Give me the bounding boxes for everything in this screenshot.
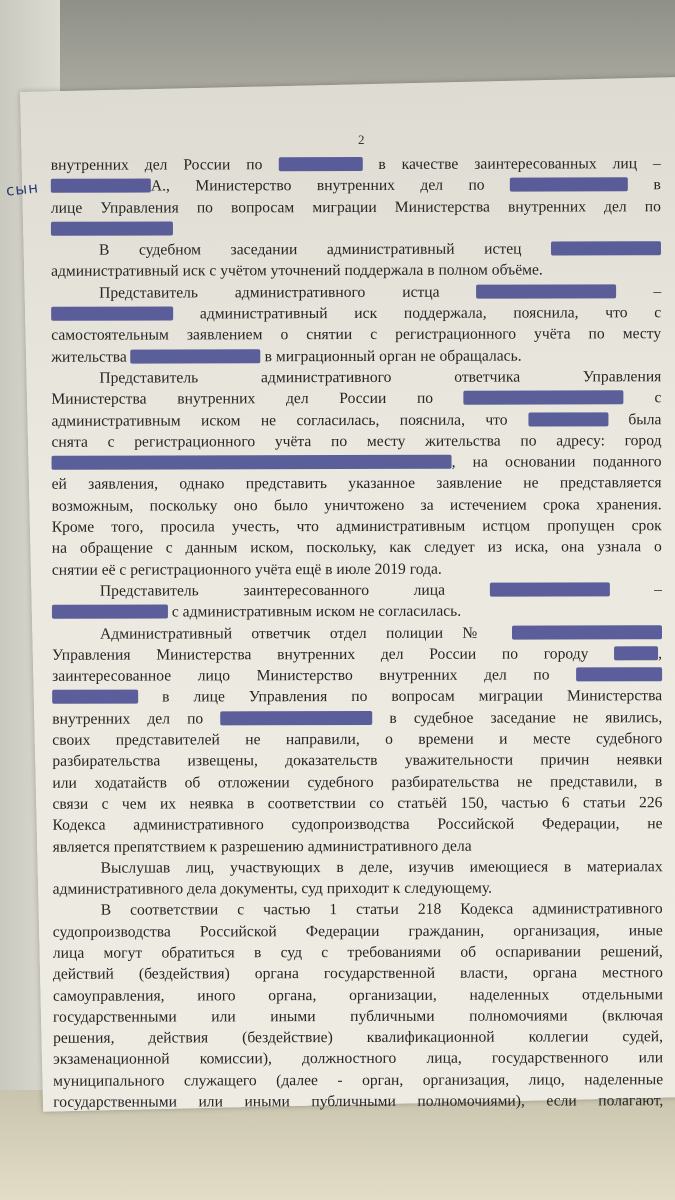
line-text: , на основании поданного <box>451 453 662 471</box>
redaction-mark <box>51 307 173 321</box>
text-line <box>53 899 663 922</box>
redaction-mark <box>52 605 168 619</box>
text-line <box>53 941 663 964</box>
line-text: связи с чем их неявка в соответствии со статьёй 150, частью 6 статьи 226 <box>52 794 663 813</box>
line-text: снята с регистрационного учёта по месту жительства по адресу: город <box>51 432 662 451</box>
text-line <box>53 1090 663 1113</box>
text-line <box>52 664 662 687</box>
line-text: – <box>616 282 662 301</box>
text-line <box>51 430 661 453</box>
redaction-mark <box>51 221 173 235</box>
text-line <box>52 473 662 496</box>
text-line <box>51 324 661 347</box>
text-line <box>52 813 662 836</box>
text-line <box>52 771 662 794</box>
text-line <box>51 196 661 219</box>
document-text <box>51 153 664 1113</box>
line-text: административный иск с учётом уточнений поддержала в полном объёме. <box>51 261 543 281</box>
text-line <box>53 877 663 900</box>
text-line <box>52 537 662 560</box>
redaction-mark <box>51 179 151 193</box>
redaction-mark <box>551 241 661 255</box>
text-line <box>51 409 661 432</box>
text-line <box>51 302 661 325</box>
line-text: снятии её с регистрационного учёта ещё в июле 2019 года. <box>51 560 442 579</box>
redaction-mark <box>52 690 138 704</box>
redaction-mark <box>528 412 608 426</box>
line-text: административного дела документы, суд приходит к следующему. <box>52 879 493 898</box>
text-line <box>52 515 662 538</box>
redaction-mark <box>220 711 372 725</box>
text-line <box>52 494 662 517</box>
line-text: с <box>623 389 662 407</box>
line-text: Управления Министерства внутренних дел России по городу <box>52 645 615 664</box>
text-line <box>52 579 662 602</box>
text-line <box>52 686 662 709</box>
redaction-mark <box>510 178 628 192</box>
line-text: разбирательства извещены, доказательств уважительности причин неявки <box>52 751 663 771</box>
text-line <box>51 366 661 389</box>
line-text: лица могут обратиться в суд с требованиями об оспаривании решений, <box>52 943 663 962</box>
line-text: Административный ответчик отдел полиции № <box>99 624 513 643</box>
line-text: в судебное заседание не явились, <box>372 708 663 727</box>
text-line <box>53 856 663 879</box>
line-text: в качестве заинтересованных лиц – <box>362 155 661 173</box>
text-line <box>53 1026 663 1049</box>
line-text: административный иск поддержала, пояснила, что с <box>173 304 662 323</box>
text-line <box>51 345 661 368</box>
redaction-mark <box>464 391 624 405</box>
text-line <box>52 728 662 751</box>
line-text: В судебном заседании административный истец <box>98 240 552 259</box>
line-text: муниципального служащего (далее - орган, организация, лицо, наделенные <box>53 1070 664 1090</box>
handwritten-margin-note: сын <box>5 178 40 200</box>
line-text: Представитель административного истца <box>99 283 477 302</box>
text-line <box>51 387 661 410</box>
text-line <box>51 217 661 240</box>
line-text: жительства <box>51 348 131 366</box>
text-line <box>51 153 661 176</box>
line-text: самоуправления, иного органа, организации, наделенных отдельными <box>52 985 663 1005</box>
text-line <box>51 281 661 304</box>
text-line <box>53 835 663 858</box>
text-line <box>52 750 662 773</box>
text-line <box>52 792 662 815</box>
line-text: ей заявления, однако представить указанное заявление не представляется <box>51 474 662 494</box>
redaction-mark <box>476 284 616 298</box>
page-number: 2 <box>358 132 365 147</box>
line-text: Министерства внутренних дел России по <box>51 389 464 409</box>
text-line <box>53 1005 663 1028</box>
redaction-mark <box>512 625 662 639</box>
line-text: , <box>658 645 663 663</box>
text-line <box>52 622 662 645</box>
line-text: экзаменационной комиссии), должностного лица, государственного или <box>53 1049 664 1069</box>
line-text: является препятствием к разрешению административного дела <box>52 837 472 856</box>
text-line <box>51 260 661 283</box>
text-line <box>53 962 663 985</box>
line-text: или ходатайств об отложении судебного разбирательства не представили, в <box>52 772 663 792</box>
redaction-mark <box>614 646 658 660</box>
line-text: в <box>628 176 661 194</box>
line-text: решения, действия (бездействие) квалификационной коллегии судей, <box>53 1028 664 1047</box>
line-text: – <box>609 581 662 599</box>
text-line <box>52 558 662 581</box>
line-text: Кодекса административного судопроизводства Российской Федерации, не <box>52 815 663 835</box>
line-text: заинтересованное лицо Министерство внутренних дел по <box>52 666 577 685</box>
redaction-mark <box>576 667 662 681</box>
line-text: была <box>607 410 662 428</box>
line-text: своих представителей не направили, о времени и месте судебного <box>52 730 663 749</box>
text-line <box>52 451 662 474</box>
redaction-mark <box>52 455 452 470</box>
line-text: внутренних дел по <box>52 710 221 728</box>
line-text: А., Министерство внутренних дел по <box>150 176 511 195</box>
text-line <box>53 920 663 943</box>
redaction-mark <box>278 157 362 171</box>
text-line <box>53 1069 663 1092</box>
text-line <box>52 707 662 730</box>
redaction-mark <box>131 349 261 363</box>
line-text: В соответствии с частью 1 статьи 218 Кодекса административного <box>100 900 663 920</box>
line-text: в миграционный орган не обращалась. <box>260 347 522 365</box>
line-text: Представитель административного ответчика Управления <box>99 368 662 387</box>
redaction-mark <box>490 582 610 596</box>
line-text: в лице Управления по вопросам миграции Министерства <box>138 687 663 706</box>
line-text: лице Управления по вопросам миграции Министерства внутренних дел по <box>50 197 661 217</box>
text-line <box>51 238 661 261</box>
text-line <box>52 600 662 623</box>
line-text: Представитель заинтересованного лица <box>99 581 490 600</box>
line-text: судопроизводства Российской Федерации гражданин, организация, иные <box>52 921 663 941</box>
line-text: с административным иском не согласилась. <box>167 602 462 621</box>
line-text: самостоятельным заявлением о снятии с регистрационного учёта по месту <box>51 325 662 345</box>
text-line <box>53 984 663 1007</box>
line-text: на обращение с данным иском, поскольку, как следует из иска, она узнала о <box>51 538 662 558</box>
line-text: внутренних дел России по <box>50 156 279 174</box>
text-line <box>53 1048 663 1071</box>
text-line <box>51 174 661 197</box>
line-text: государственными или иными публичными полномочиями), если полагают, <box>53 1092 664 1111</box>
line-text: Кроме того, просила учесть, что административным истцом пропущен срок <box>51 517 662 536</box>
line-text: возможным, поскольку оно было уничтожено за истечением срока хранения. <box>51 495 662 515</box>
line-text: государственными или иными публичными полномочиями (включая <box>52 1007 664 1026</box>
line-text: Выслушав лиц, участвующих в деле, изучив имеющиеся в материалах <box>100 857 663 877</box>
line-text: административным иском не согласилась, пояснила, что <box>51 411 528 430</box>
line-text: действий (бездействия) органа государственной власти, органа местного <box>52 964 663 984</box>
text-line <box>52 643 662 666</box>
